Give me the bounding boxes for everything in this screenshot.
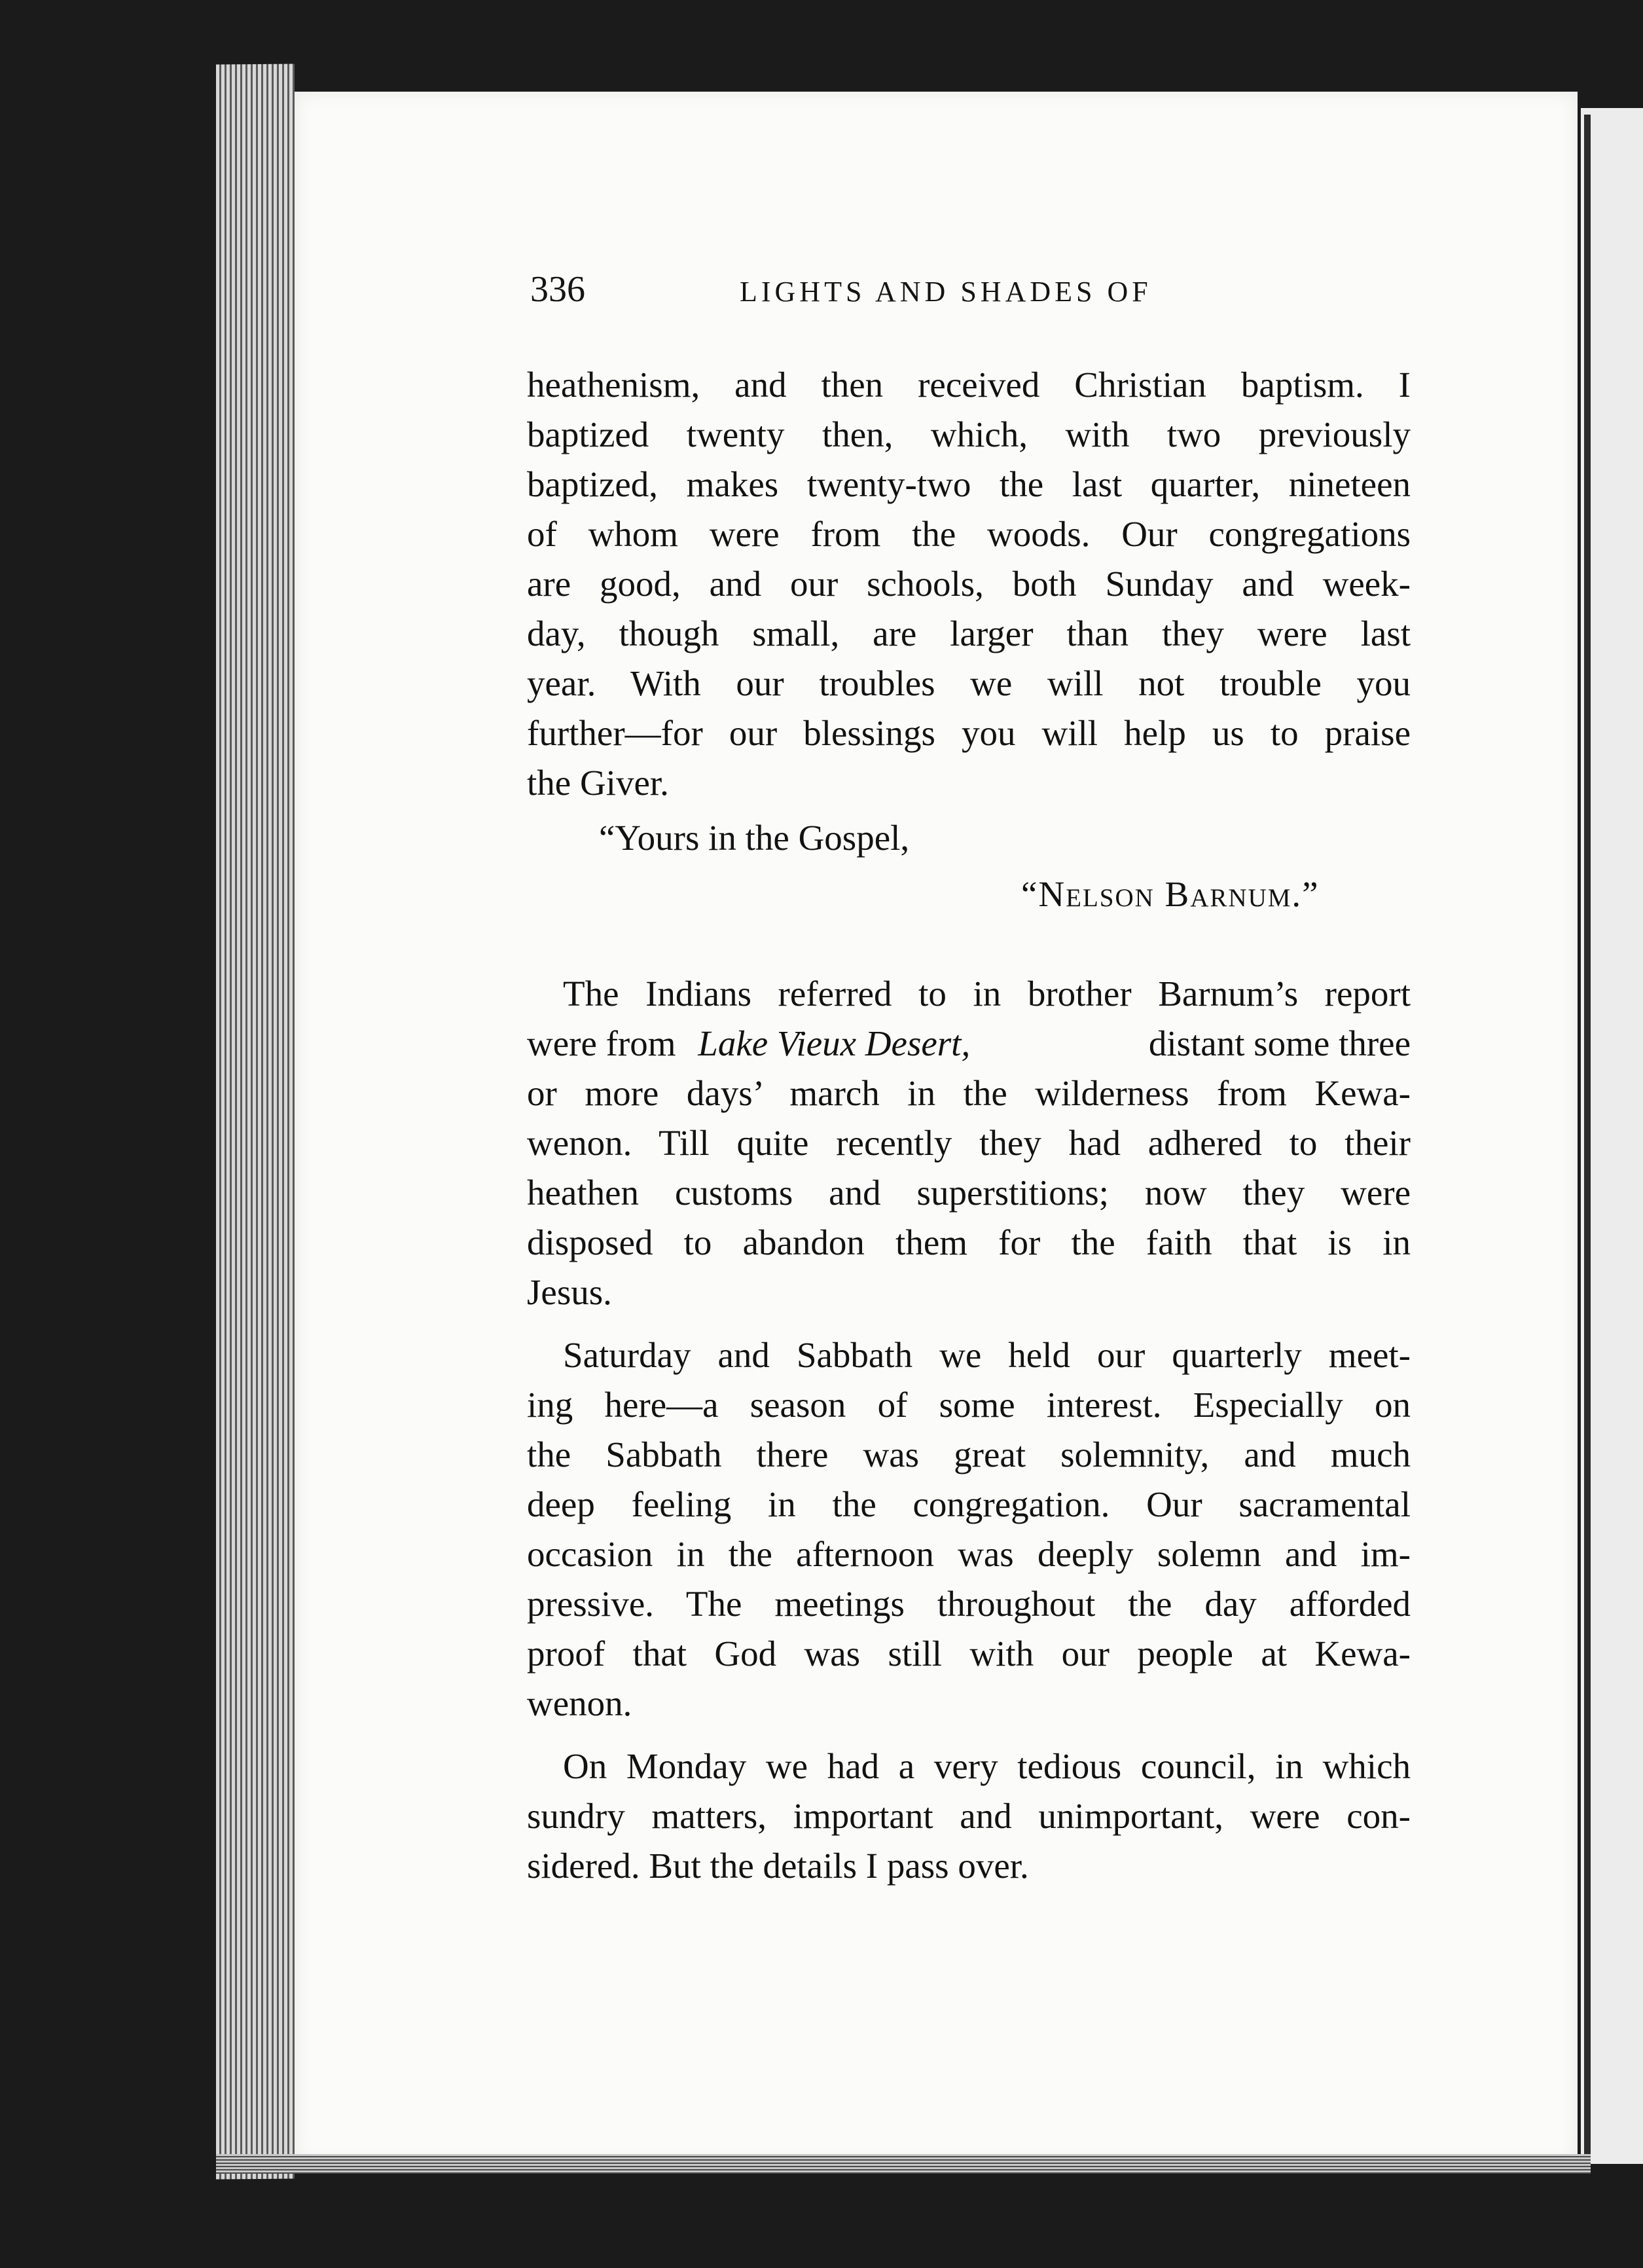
text-line: year. With our troubles we will not trouble you: [527, 663, 1411, 703]
text-line: Jesus.: [527, 1272, 612, 1312]
text-line: wenon. Till quite recently they had adhered to their: [527, 1123, 1411, 1163]
text-line: On Monday we had a very tedious council, in which: [563, 1746, 1411, 1786]
text-line: of whom were from the woods. Our congregations: [527, 514, 1411, 554]
page-header: [530, 268, 1224, 314]
closing-salutation: “Yours in the Gospel,: [599, 818, 910, 858]
text-line: heathen customs and superstitions; now they were: [527, 1173, 1411, 1213]
signature: “Nelson Barnum.”: [1021, 874, 1320, 914]
text-line: sidered. But the details I pass over.: [527, 1846, 1029, 1886]
text-line: baptized twenty then, which, with two previously: [527, 414, 1411, 454]
text-line: disposed to abandon them for the faith that is in: [527, 1222, 1411, 1262]
text-line: the Sabbath there was great solemnity, and much: [527, 1435, 1411, 1474]
text-line: Saturday and Sabbath we held our quarterly meet-: [563, 1335, 1411, 1375]
bottom-page-edges: [216, 2154, 1591, 2174]
text-line: wenon.: [527, 1683, 632, 1723]
text-line: ing here—a season of some interest. Especially on: [527, 1385, 1411, 1425]
gutter-shadow: [1584, 115, 1591, 2157]
page-edges: [216, 64, 295, 2179]
text-line: baptized, makes twenty-two the last quarter, nineteen: [527, 464, 1411, 504]
text-line: heathenism, and then received Christian baptism. I: [527, 365, 1411, 405]
text-line: sundry matters, important and unimportant, were con-: [527, 1796, 1411, 1836]
text-line: or more days’ march in the wilderness from Kewa-: [527, 1073, 1411, 1113]
page-number: 336: [530, 269, 585, 310]
text-line: day, though small, are larger than they were last: [527, 613, 1411, 653]
text-line: are good, and our schools, both Sunday and week-: [527, 564, 1411, 604]
text-segment: were from: [527, 1023, 676, 1063]
text-line: proof that God was still with our people at Kewa-: [527, 1634, 1411, 1674]
text-line: pressive. The meetings throughout the day afforded: [527, 1584, 1411, 1624]
text-line: deep feeling in the congregation. Our sacramental: [527, 1484, 1411, 1524]
place-name: Lake Vieux Desert,: [698, 1023, 971, 1063]
text-segment: distant some three: [1148, 1023, 1411, 1063]
text-line: The Indians referred to in brother Barnum’s report: [563, 974, 1411, 1014]
running-head: LIGHTS AND SHADES OF: [740, 276, 1152, 308]
text-line: occasion in the afternoon was deeply solemn and im-: [527, 1534, 1411, 1574]
text-line: further—for our blessings you will help us to praise: [527, 713, 1411, 753]
text-line-mixed: [527, 1025, 1411, 1061]
text-line: the Giver.: [527, 763, 669, 803]
